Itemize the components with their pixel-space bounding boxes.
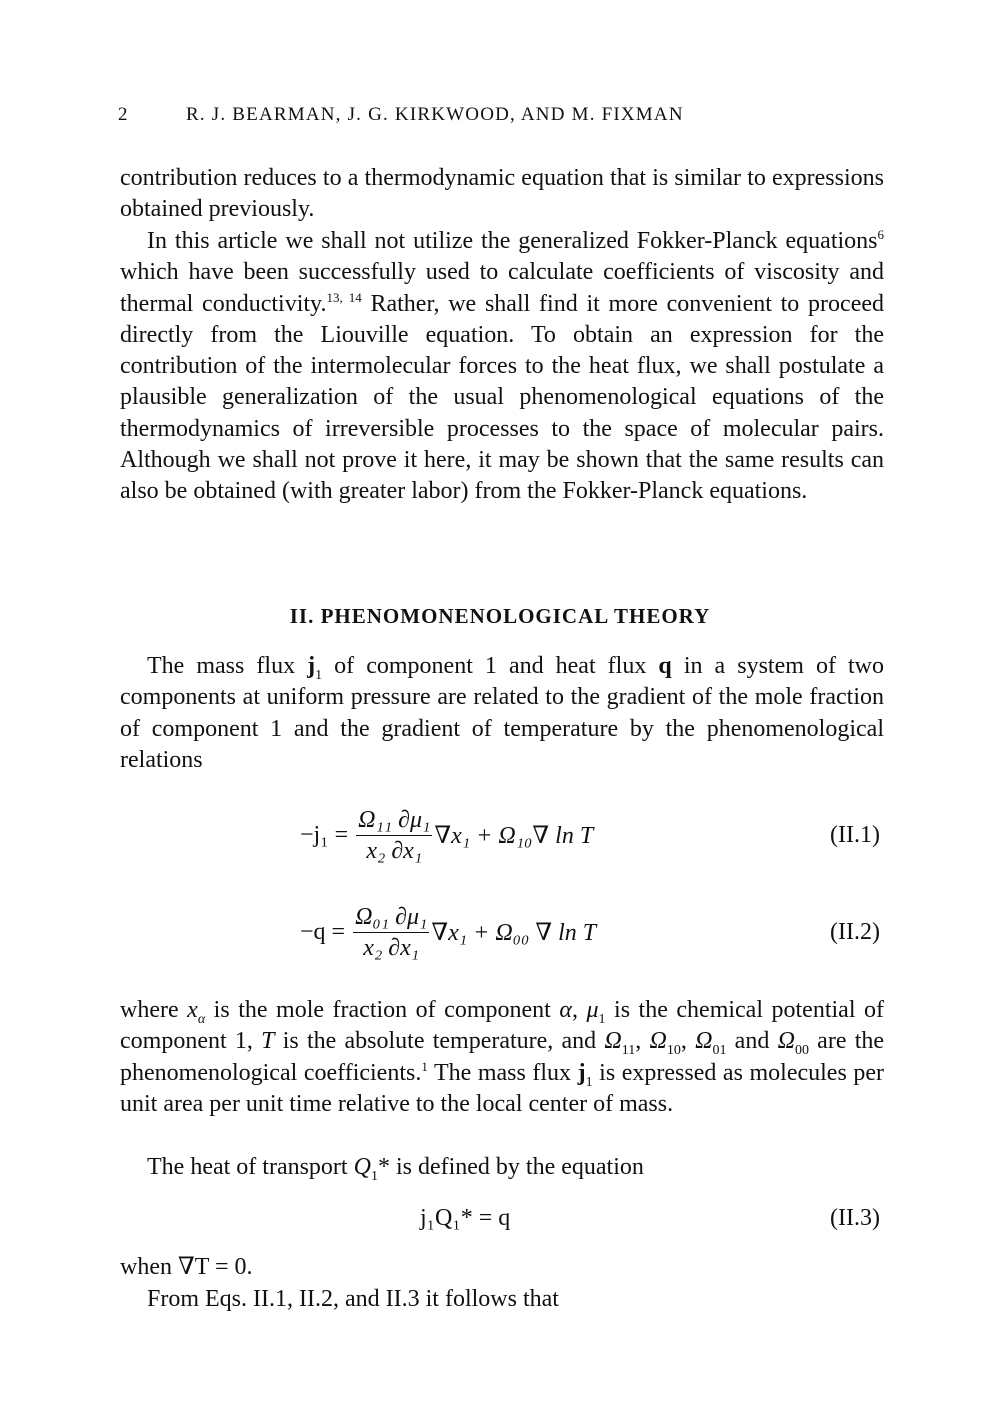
- equation-label: (II.2): [830, 918, 880, 945]
- running-header: [118, 104, 888, 126]
- equation-label: (II.1): [830, 821, 880, 848]
- subscript: 1: [585, 1074, 593, 1090]
- text: and: [726, 1028, 778, 1055]
- header-authors: R. J. BEARMAN, J. G. KIRKWOOD, AND M. FIXMAN: [186, 104, 684, 125]
- text: * is defined by the equation: [377, 1154, 644, 1180]
- symbol-q: q: [658, 653, 672, 679]
- equation-body: j₁Q₁* = q: [420, 1205, 511, 1231]
- symbol: μ: [586, 997, 599, 1023]
- equation-fraction: [353, 902, 429, 963]
- paragraph-article-text-3: Rather, we shall find it more convenient to proceed directly from the Liouville equation. To obtain an expression for the contribution of the intermolecular forces to the heat flux, we shall postulate a plausible generalization of the usual phenomenological equations of the thermodynamics of irreversible processes to the space of molecular pairs. Although we shall not prove it here, it may be shown that the same results can also be obtained (with greater labor) from the Fokker-Planck equations.: [120, 290, 884, 505]
- text: ,: [571, 997, 587, 1023]
- paragraph-intro: contribution reduces to a thermodynamic equation that is similar to expressions obtained previously.: [120, 165, 884, 223]
- subscript: α: [197, 1011, 206, 1027]
- citation-ref: 6: [877, 227, 884, 242]
- equation-lhs: −q =: [300, 918, 346, 945]
- equation-lhs: −j₁ =: [300, 821, 349, 848]
- symbol-j: j: [307, 653, 316, 679]
- equation-fraction: [356, 805, 432, 866]
- page-number: 2: [118, 104, 129, 125]
- text: of component 1 and heat flux: [322, 653, 659, 679]
- citation-ref: 1: [421, 1058, 428, 1074]
- paragraph-article-text-2: which have been successfully used to calculate coefficients of viscosity and thermal conductivity.: [120, 259, 884, 317]
- text: is the mole fraction of component: [205, 997, 560, 1023]
- symbol: Ω: [777, 1028, 795, 1055]
- symbol: α: [559, 997, 572, 1023]
- equation-label: (II.3): [830, 1205, 880, 1231]
- subscript: 1: [370, 1168, 378, 1184]
- symbol: Ω: [604, 1028, 622, 1055]
- text: is the absolute temperature, and: [274, 1028, 605, 1055]
- paragraph-definitions: [120, 995, 884, 1120]
- paragraph-condition: when ∇T = 0.: [120, 1254, 253, 1280]
- text: is expressed as molecules per unit area per unit time relative to the local center of mass.: [120, 1059, 884, 1117]
- text: are the phenomenological coefficients.: [120, 1028, 885, 1086]
- subscript: 11: [621, 1043, 636, 1059]
- text: ,: [680, 1028, 696, 1055]
- text: ,: [635, 1028, 650, 1055]
- symbol: Q: [353, 1154, 371, 1180]
- equation-ii-2: [300, 897, 880, 967]
- fraction-denominator: x₂ ∂x₁: [363, 934, 420, 961]
- paragraph-article-text-1: In this article we shall not utilize the generalized Fokker-Planck equations: [147, 228, 878, 254]
- text: The heat of transport: [147, 1154, 354, 1180]
- subscript: 10: [666, 1043, 681, 1059]
- equation-ii-1: [300, 800, 880, 870]
- symbol: T: [261, 1028, 275, 1055]
- equation-rhs: ∇x₁ + Ω₀₀ ∇ ln T: [431, 919, 597, 946]
- equation-ii-3: [420, 1205, 880, 1239]
- text: where: [120, 997, 188, 1023]
- subscript: 1: [315, 667, 323, 683]
- text: The mass flux: [427, 1059, 578, 1086]
- subscript: 00: [794, 1043, 809, 1059]
- paragraph-article: [120, 226, 884, 508]
- subscript: 1: [598, 1011, 606, 1027]
- symbol-j: j: [577, 1059, 586, 1086]
- citation-ref: 13, 14: [326, 289, 362, 305]
- fraction-numerator: Ω₁₁ ∂μ₁: [356, 805, 432, 836]
- text: is the chemical potential of component 1,: [120, 997, 884, 1055]
- symbol: Ω: [649, 1028, 667, 1055]
- paragraph-follows: From Eqs. II.1, II.2, and II.3 it follows that: [147, 1286, 559, 1312]
- fraction-denominator: x₂ ∂x₁: [366, 837, 423, 864]
- text: in a system of two components at uniform pressure are related to the gradient of the mole fraction of component 1 and the gradient of temperature by the phenomenological relations: [120, 653, 884, 773]
- fraction-numerator: Ω₀₁ ∂μ₁: [353, 902, 429, 933]
- paragraph-flux: [120, 651, 884, 776]
- symbol: x: [187, 997, 198, 1023]
- paragraph-heat-of-transport: [120, 1152, 884, 1183]
- symbol: Ω: [695, 1028, 713, 1055]
- section-heading: II. PHENOMONENOLOGICAL THEORY: [289, 604, 711, 628]
- equation-rhs: ∇x₁ + Ω₁₀∇ ln T: [434, 822, 594, 849]
- subscript: 01: [712, 1043, 727, 1059]
- text: The mass flux: [147, 653, 308, 679]
